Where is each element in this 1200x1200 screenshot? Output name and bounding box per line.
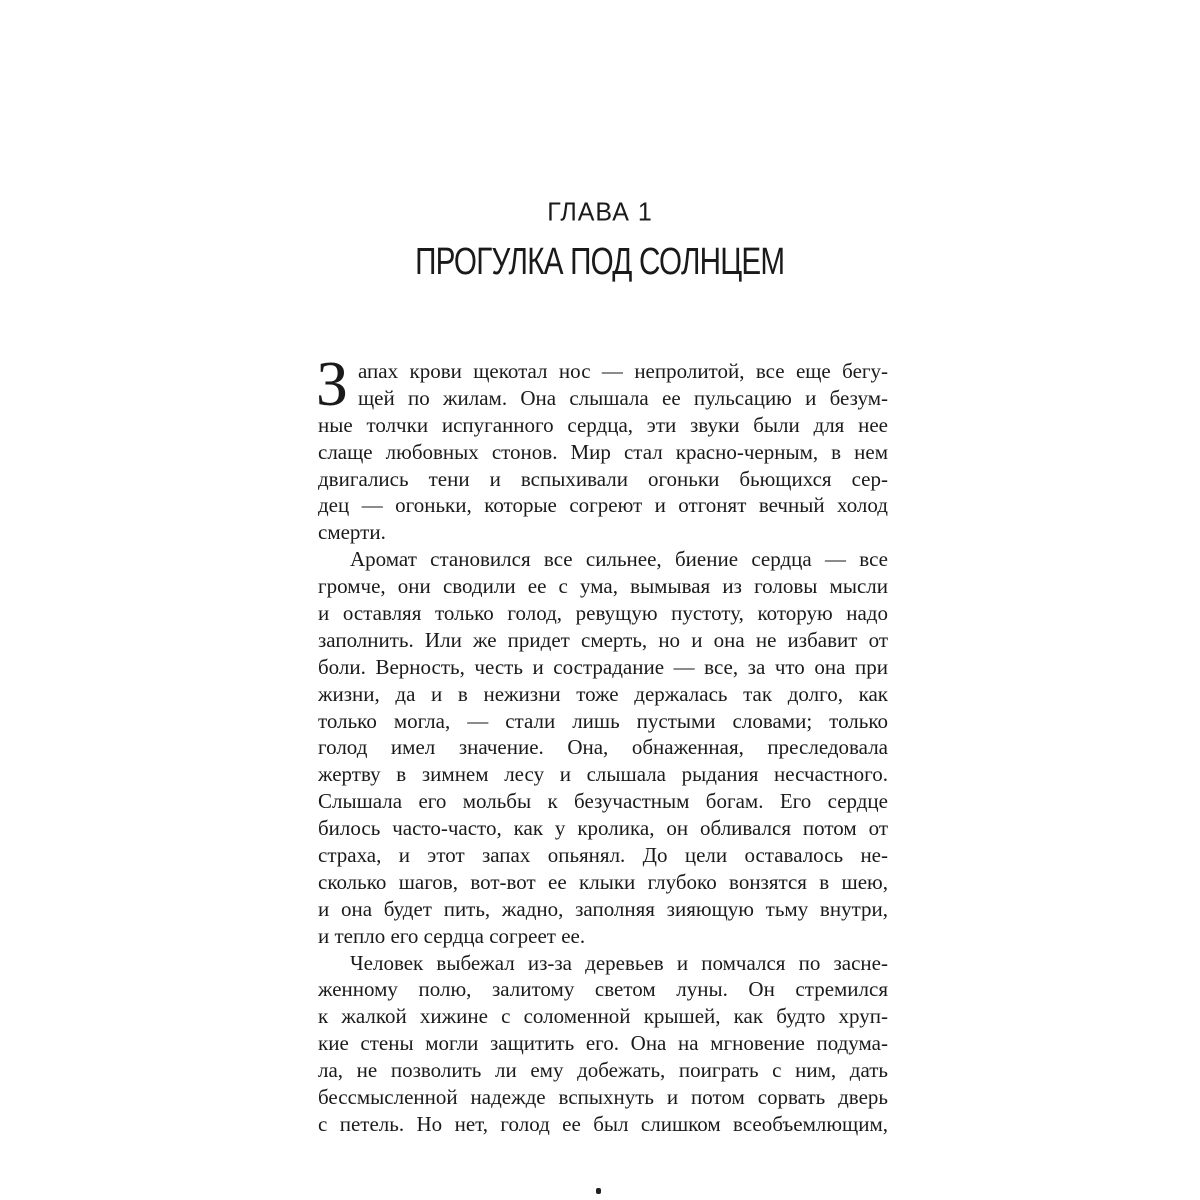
text-line: женному полю, залитому светом луны. Он стремился xyxy=(318,977,888,1002)
text-line: бессмысленной надежде вспыхнуть и потом сорвать дверь xyxy=(318,1085,888,1110)
text-line: громче, они сводили ее с ума, вымывая из головы мысли xyxy=(318,574,888,599)
chapter-title-text: ПРОГУЛКА ПОД СОЛНЦЕМ xyxy=(415,241,785,283)
text-line: к жалкой хижине с соломенной крышей, как будто хруп- xyxy=(318,1004,888,1029)
text-line: голод имел значение. Она, обнаженная, преследовала xyxy=(318,735,888,760)
text-line: и тепло его сердца согреет ее. xyxy=(318,923,586,948)
text-line: жертву в зимнем лесу и слышала рыдания несчастного. xyxy=(318,762,888,787)
text-line: смерти. xyxy=(318,520,386,545)
text-line: билось часто-часто, как у кролика, он обливался потом от xyxy=(318,816,888,841)
text-line: только могла, — стали лишь пустыми словами; только xyxy=(318,708,888,733)
page-edge-mark xyxy=(596,1188,601,1194)
text-line: боли. Верность, честь и сострадание — все, за что она при xyxy=(318,654,888,679)
text-line: сколько шагов, вот-вот ее клыки глубоко вонзятся в шею, xyxy=(318,869,888,894)
text-line: ные толчки испуганного сердца, эти звуки были для нее xyxy=(318,412,888,437)
text-line: Слышала его мольбы к безучастным богам. Его сердце xyxy=(318,789,888,814)
text-line: щей по жилам. Она слышала ее пульсацию и безум- xyxy=(358,385,888,410)
text-line: кие стены могли защитить его. Она на мгновение подума- xyxy=(318,1031,888,1056)
text-line: заполнить. Или же придет смерть, но и она не избавит от xyxy=(318,627,888,652)
text-line-content: апах крови щекотал нос — непролитой, все еще бегу- xyxy=(358,359,888,383)
text-line: с петель. Но нет, голод ее был слишком всеобъемлющим, xyxy=(318,1111,888,1136)
text-line: слаще любовных стонов. Мир стал красно-черным, в нем xyxy=(318,439,888,464)
text-line: страха, и этот запах опьянял. До цели оставалось не- xyxy=(318,843,888,868)
chapter-body xyxy=(316,348,888,1138)
text-line: жизни, да и в нежизни тоже держалась так долго, как xyxy=(318,681,888,706)
text-line: Аромат становился все сильнее, биение сердца — все xyxy=(350,547,888,572)
chapter-number: ГЛАВА 1 xyxy=(547,197,653,227)
chapter-title xyxy=(0,242,1200,282)
text-line: и она будет пить, жадно, заполняя зияющую тьму внутри, xyxy=(318,896,888,921)
text-line: ла, не позволить ли ему добежать, поиграть с ним, дать xyxy=(318,1058,888,1083)
text-line: Человек выбежал из-за деревьев и помчался по заснe- xyxy=(350,950,888,975)
text-line: двигались тени и вспыхивали огоньки бьющихся сер- xyxy=(318,466,888,491)
text-line: и оставляя только голод, ревущую пустоту, которую надо xyxy=(318,601,888,626)
drop-cap: З xyxy=(316,348,349,419)
text-line: дец — огоньки, которые согреют и отгонят вечный холод xyxy=(318,493,888,518)
